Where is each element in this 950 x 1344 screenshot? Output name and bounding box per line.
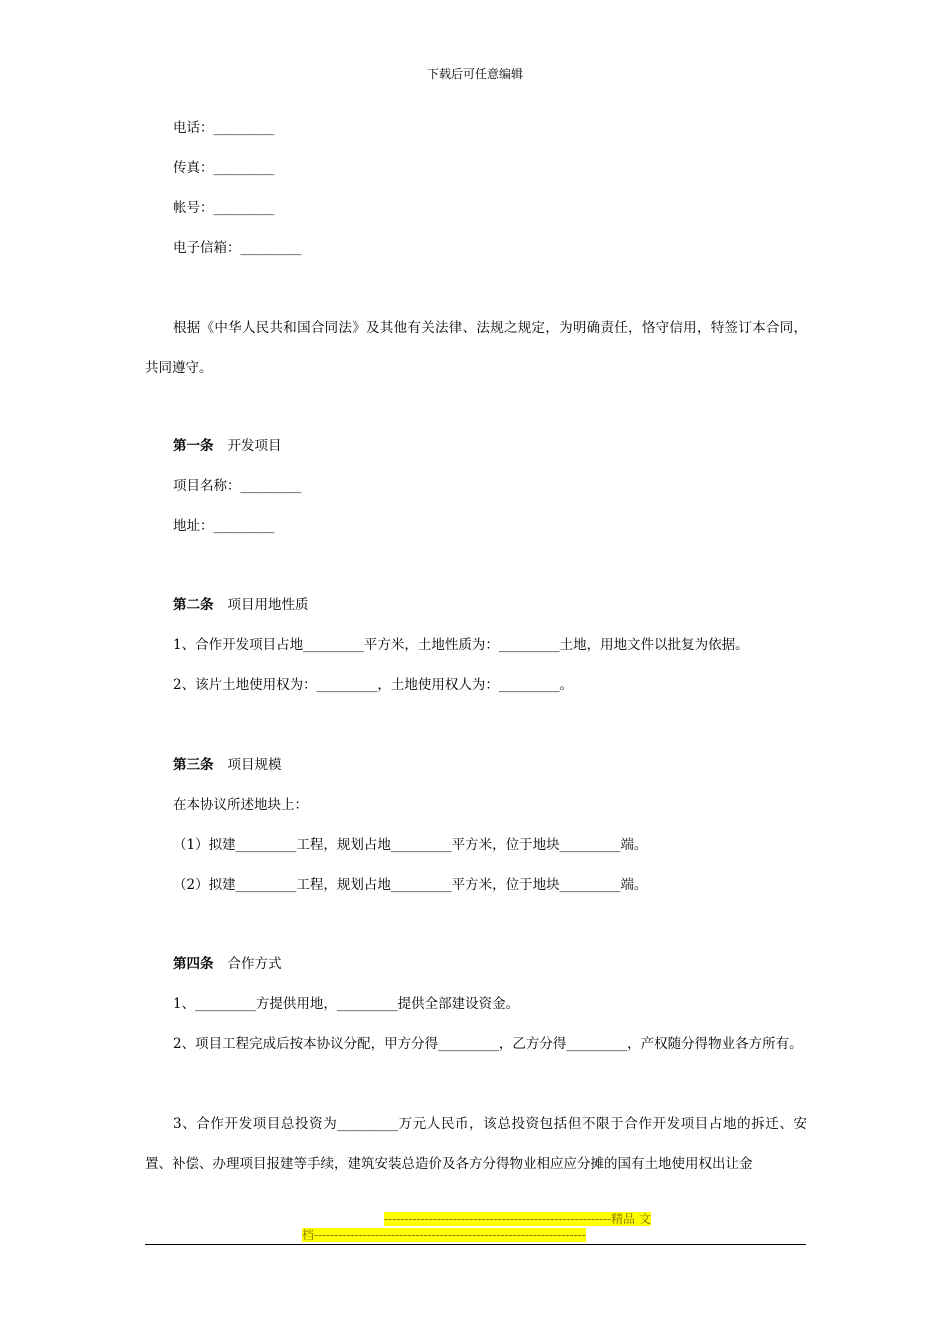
article-3-heading: 项目规模 xyxy=(227,757,282,773)
article-2-heading: 项目用地性质 xyxy=(227,597,309,613)
article-2-number: 第二条 xyxy=(173,597,214,613)
fax-line: 传真：_________ xyxy=(173,160,275,176)
account-line: 帐号：_________ xyxy=(173,200,275,216)
article-2-item-1: 1、合作开发项目占地_________平方米，土地性质为：_________土地，用地文件以批复为依据。 xyxy=(173,637,749,653)
footer-line-1: --------------------------------------------------------精品 文 xyxy=(384,1212,651,1226)
email-line: 电子信箱：_________ xyxy=(173,240,302,256)
article-1-heading: 开发项目 xyxy=(227,438,282,454)
article-1-number: 第一条 xyxy=(173,438,214,454)
article-3-item-1: （1）拟建_________工程，规划占地_________平方米，位于地块_________端。 xyxy=(173,837,648,853)
address-line: 地址：_________ xyxy=(173,518,275,534)
article-2-title xyxy=(173,596,309,614)
article-3-title xyxy=(173,756,282,774)
article-4-item-1: 1、_________方提供用地，_________提供全部建设资金。 xyxy=(173,996,520,1012)
article-4-title xyxy=(173,955,282,973)
article-2-item-2: 2、该片土地使用权为：_________，土地使用权人为：_________。 xyxy=(173,677,574,693)
article-3-item-2: （2）拟建_________工程，规划占地_________平方米，位于地块_________端。 xyxy=(173,877,648,893)
intro-paragraph: 根据《中华人民共和国合同法》及其他有关法律、法规之规定，为明确责任，恪守信用，特签订本合同，共同遵守。 xyxy=(145,320,807,376)
article-3-number: 第三条 xyxy=(173,757,214,773)
article-4-number: 第四条 xyxy=(173,956,214,972)
article-4-item-3: 3、合作开发项目总投资为_________万元人民币，该总投资包括但不限于合作开发项目占地的拆迁、安置、补偿、办理项目报建等手续，建筑安装总造价及各方分得物业相应应分摊的国有土地使用权出让金 xyxy=(145,1116,807,1172)
article-1-title xyxy=(173,437,282,455)
article-4-item-2: 2、项目工程完成后按本协议分配，甲方分得_________，乙方分得_________，产权随分得物业各方所有。 xyxy=(173,1036,803,1052)
footer-rule xyxy=(145,1244,806,1245)
footer-line-2: 档------------------------------------------------------------------- xyxy=(302,1228,586,1242)
article-3-intro: 在本协议所述地块上： xyxy=(173,797,308,813)
project-name-line: 项目名称：_________ xyxy=(173,478,302,494)
footer-watermark xyxy=(302,1211,651,1243)
phone-line: 电话：_________ xyxy=(173,120,275,136)
article-4-heading: 合作方式 xyxy=(227,956,282,972)
page-header: 下载后可任意编辑 xyxy=(426,67,523,81)
